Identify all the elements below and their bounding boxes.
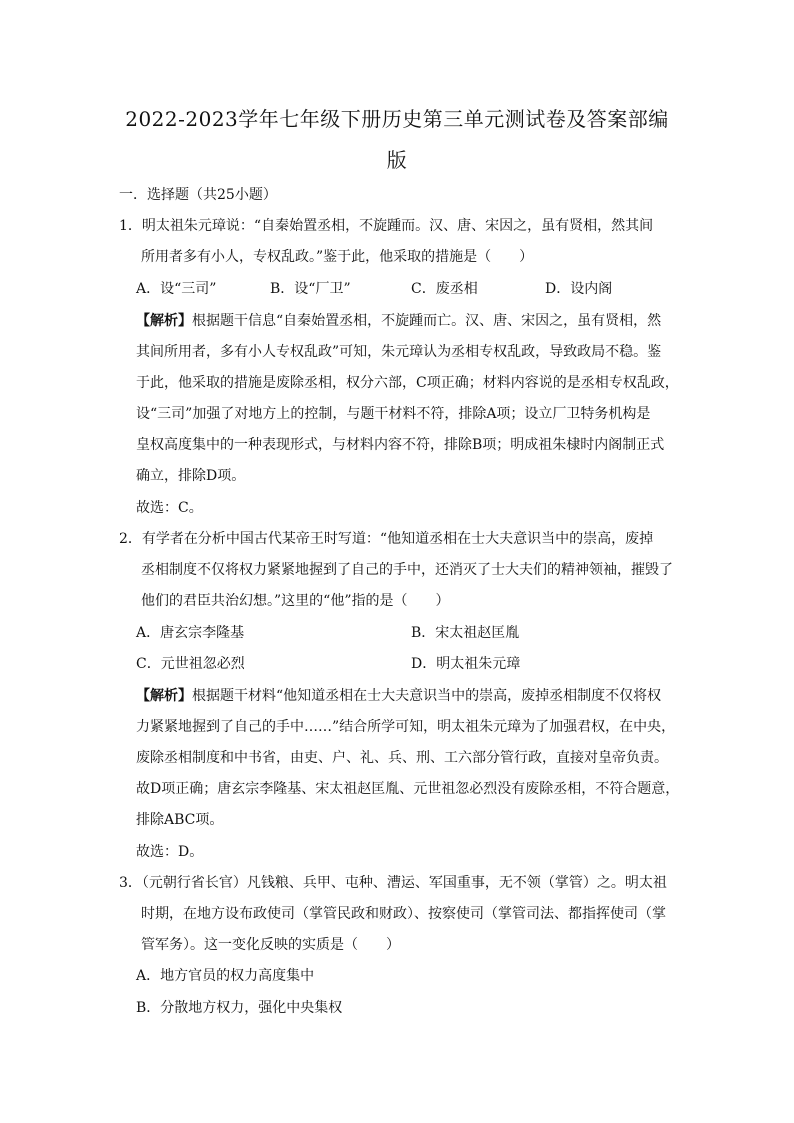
question-stem-line: 明太祖朱元璋说：“自秦始置丞相，不旋踵而。汉、唐、宋因之，虽有贤相，然其间 [141, 218, 654, 234]
analysis-line: 力紧紧地握到了自己的手中……”结合所学可知，明太祖朱元璋为了加强君权，在中央， [136, 719, 676, 735]
analysis-tag: 【解析】 [136, 313, 192, 329]
document-title: 2022-2023学年七年级下册历史第三单元测试卷及答案部编 [125, 107, 669, 131]
answer-line: 故选：C。 [136, 500, 203, 516]
option-c: C．元世祖忽必烈 [136, 656, 245, 672]
analysis-line: 排除ABC项。 [136, 812, 224, 828]
document-title-continuation: 版 [386, 148, 408, 172]
analysis-line: 皇权高度集中的一种表现形式，与材料内容不符，排除B项；明成祖朱棣时内阁制正式 [136, 437, 665, 453]
option-a: A．设“三司” [136, 281, 217, 297]
option-b: B．设“厂卫” [270, 281, 351, 297]
analysis-line: 废除丞相制度和中书省，由吏、户、礼、兵、刑、工六部分管行政，直接对皇帝负责。 [136, 750, 668, 766]
analysis-line: 【解析】根据题干信息“自秦始置丞相，不旋踵而亡。汉、唐、宋因之，虽有贤相，然 [136, 313, 662, 329]
analysis-line: 【解析】根据题干材料“他知道丞相在士大夫意识当中的崇高，废掉丞相制度不仅将权 [136, 688, 662, 704]
option-d: D．设内阁 [545, 281, 613, 297]
question-1 [119, 216, 653, 236]
option-c: C．废丞相 [411, 281, 478, 297]
question-number: 2． [119, 531, 142, 547]
question-2 [119, 529, 653, 549]
question-number: 1． [119, 218, 142, 234]
option-a: A．唐玄宗李隆基 [136, 625, 245, 641]
analysis-tag: 【解析】 [136, 688, 192, 704]
question-3 [119, 873, 667, 893]
question-stem-line: 他们的君臣共治幻想。”这里的“他”指的是（ ） [141, 593, 450, 609]
question-stem-line: 管军务）。这一变化反映的实质是（ ） [141, 937, 400, 953]
analysis-line: 其间所用者，多有小人专权乱政”可知，朱元璋认为丞相专权乱政，导致政局不稳。鉴 [136, 344, 662, 360]
option-d: D．明太祖朱元璋 [411, 656, 521, 672]
option-b: B．分散地方权力，强化中央集权 [136, 1000, 343, 1016]
analysis-line: 故D项正确；唐玄宗李隆基、宋太祖赵匡胤、元世祖忽必烈没有废除丞相，不符合题意， [136, 781, 680, 797]
analysis-line: 设“三司”加强了对地方上的控制，与题干材料不符，排除A项；设立厂卫特务机构是 [136, 406, 651, 422]
option-a: A．地方官员的权力高度集中 [136, 968, 315, 984]
question-number: 3． [119, 875, 142, 891]
option-b: B．宋太祖赵匡胤 [411, 625, 520, 641]
answer-line: 故选：D。 [136, 844, 204, 860]
analysis-line: 确立，排除D项。 [136, 468, 246, 484]
question-stem-line: 有学者在分析中国古代某帝王时写道：“他知道丞相在士大夫意识当中的崇高，废掉 [141, 531, 654, 547]
question-stem-line: （元朝行省长官）凡钱粮、兵甲、屯种、漕运、军国重事，无不领（掌管）之。明太祖 [141, 875, 667, 891]
analysis-line: 于此，他采取的措施是废除丞相，权分六部，C项正确；材料内容说的是丞相专权乱政， [136, 375, 679, 391]
section-heading: 一．选择题（共25小题） [119, 187, 277, 203]
question-stem-line: 丞相制度不仅将权力紧紧地握到了自己的手中，还消灭了士大夫们的精神领袖，摧毁了 [141, 562, 673, 578]
question-stem-line: 所用者多有小人，专权乱政。”鉴于此，他采取的措施是（ ） [141, 249, 534, 265]
question-stem-line: 时期，在地方设布政使司（掌管民政和财政）、按察使司（掌管司法、都指挥使司（掌 [141, 906, 666, 922]
